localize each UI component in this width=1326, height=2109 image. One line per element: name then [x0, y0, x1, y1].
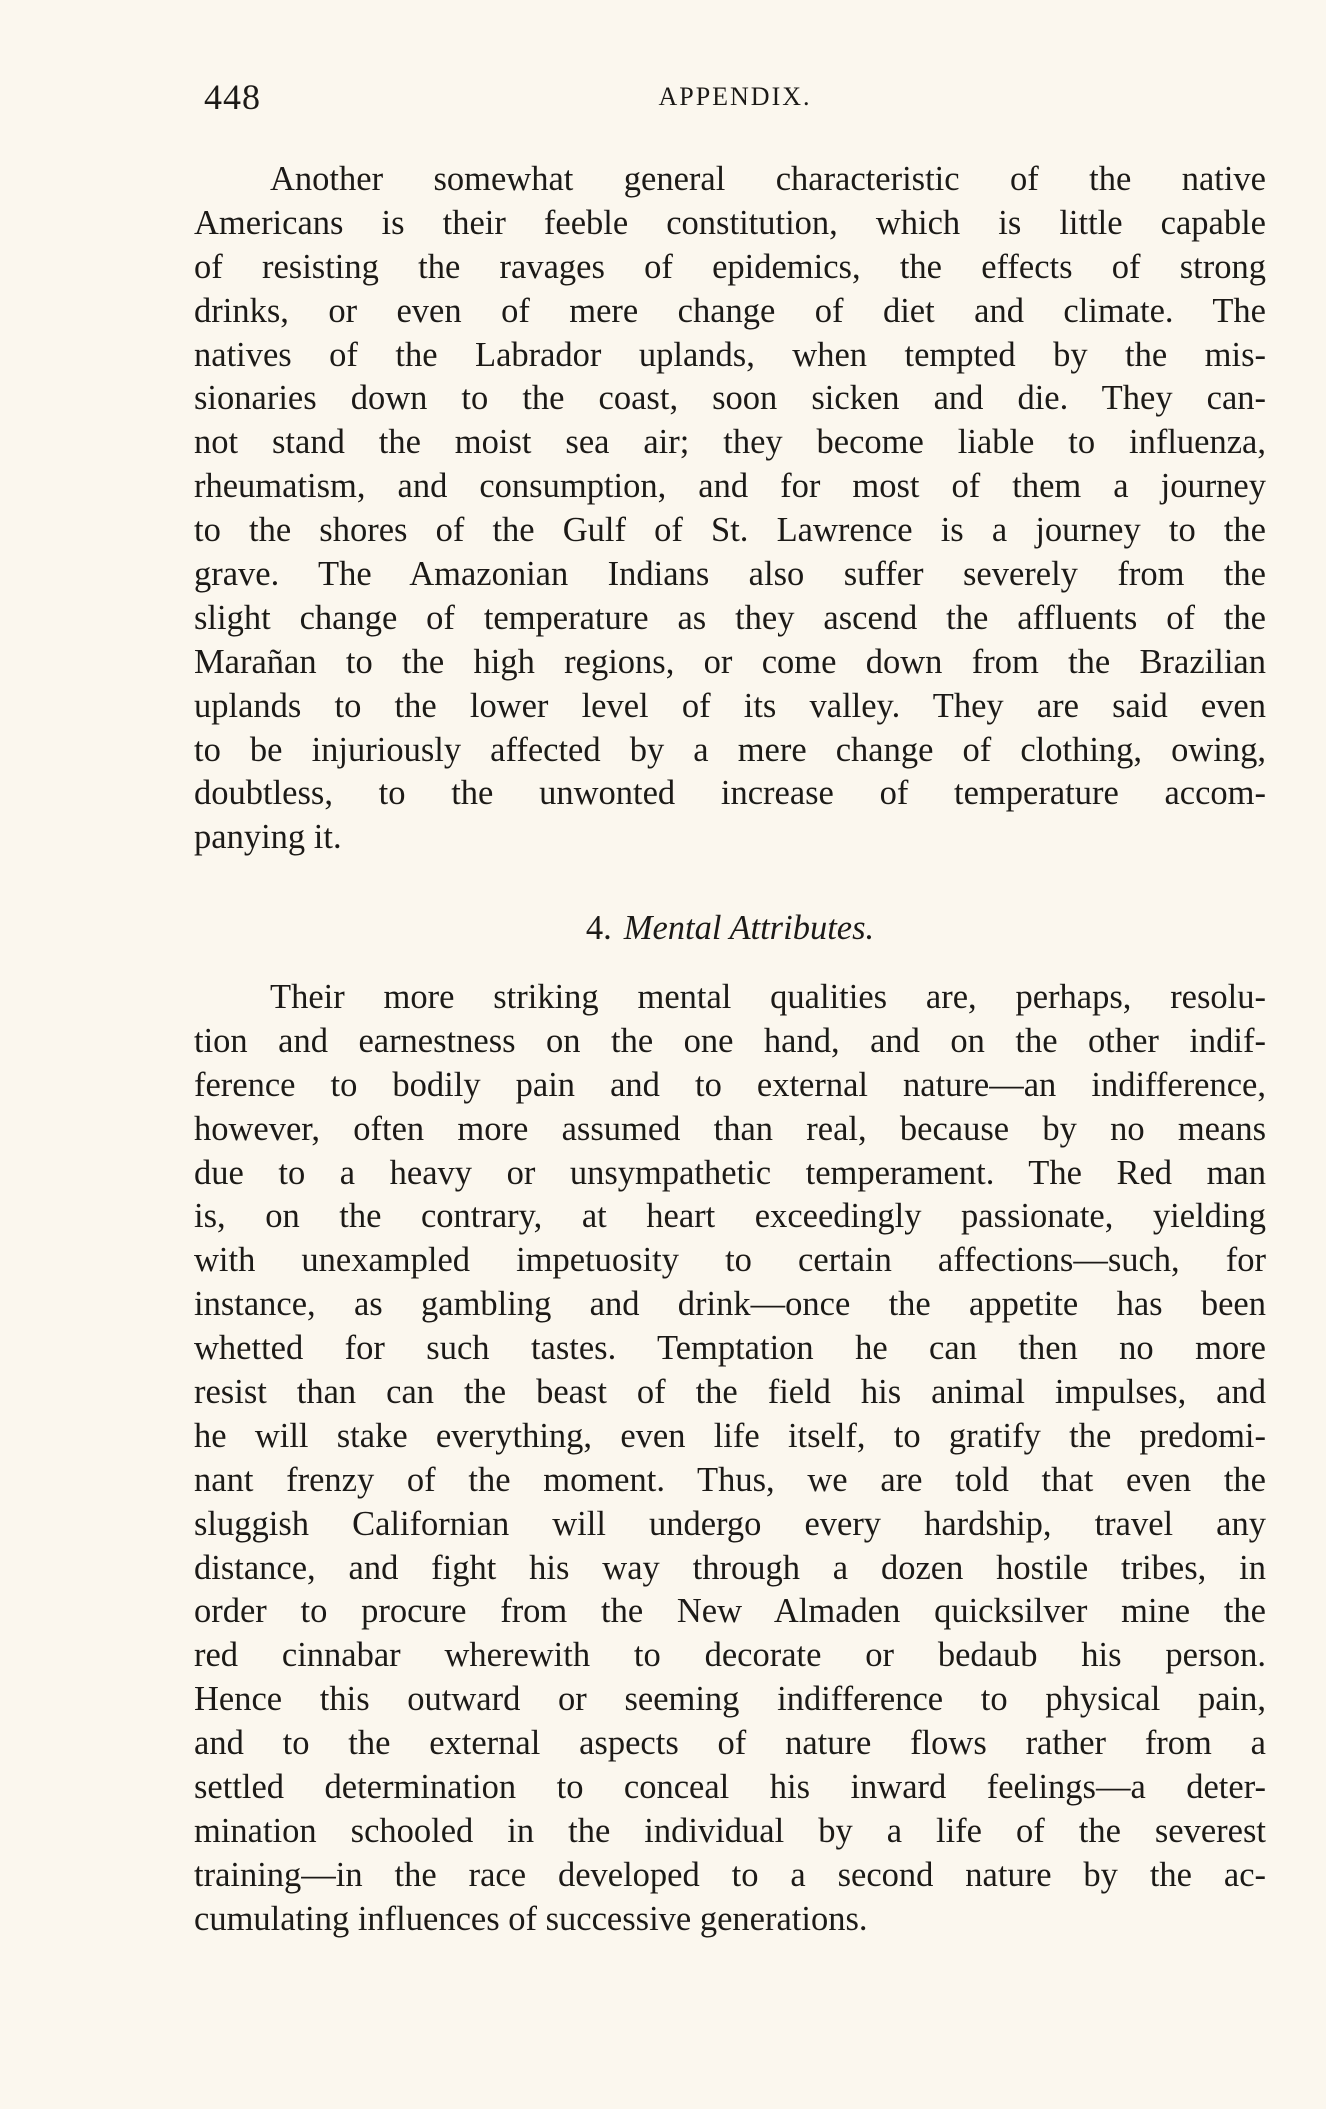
- text-line: drinks, or even of mere change of diet and climate. The: [194, 291, 1266, 330]
- text-line: with unexampled impetuosity to certain affections—such, for: [194, 1241, 1266, 1280]
- text-line: sionaries down to the coast, soon sicken and die. They can-: [194, 379, 1266, 418]
- running-head: APPENDIX.: [658, 82, 812, 111]
- text-line: to the shores of the Gulf of St. Lawrence is a journey to the: [194, 511, 1266, 550]
- text-line: Americans is their feeble constitution, which is little capable: [194, 203, 1266, 242]
- text-line: and to the external aspects of nature flows rather from a: [194, 1724, 1266, 1763]
- text-line: doubtless, to the unwonted increase of temperature accom-: [194, 774, 1266, 813]
- text-line: Hence this outward or seeming indifference to physical pain,: [194, 1680, 1266, 1719]
- text-line: tion and earnestness on the one hand, and on the other indif-: [194, 1021, 1266, 1060]
- text-line: training—in the race developed to a second nature by the ac-: [194, 1855, 1266, 1894]
- text-line: order to procure from the New Almaden quicksilver mine the: [194, 1592, 1266, 1631]
- section-title: Mental Attributes.: [623, 909, 875, 947]
- page-header: [204, 76, 1266, 120]
- text-line: is, on the contrary, at heart exceedingly passionate, yielding: [194, 1197, 1266, 1236]
- text-line: mination schooled in the individual by a life of the severest: [194, 1811, 1266, 1850]
- text-line-last: cumulating influences of successive generations.: [194, 1899, 868, 1938]
- text-line: slight change of temperature as they ascend the affluents of the: [194, 598, 1266, 637]
- text-line: he will stake everything, even life itself, to gratify the predomi-: [194, 1416, 1266, 1455]
- text-line: Their more striking mental qualities are, perhaps, resolu-: [270, 978, 1266, 1016]
- text-line: of resisting the ravages of epidemics, the effects of strong: [194, 247, 1266, 286]
- text-line: grave. The Amazonian Indians also suffer severely from the: [194, 555, 1266, 594]
- text-line: Marañan to the high regions, or come down from the Brazilian: [194, 642, 1266, 681]
- text-line: instance, as gambling and drink—once the appetite has been: [194, 1285, 1266, 1324]
- text-line: distance, and fight his way through a dozen hostile tribes, in: [194, 1548, 1266, 1587]
- paragraph-mental-attributes: [194, 976, 1266, 1942]
- text-line: sluggish Californian will undergo every hardship, travel any: [194, 1504, 1266, 1543]
- text-line: not stand the moist sea air; they become liable to influenza,: [194, 423, 1266, 462]
- text-line: uplands to the lower level of its valley. They are said even: [194, 686, 1266, 725]
- text-line: whetted for such tastes. Temptation he can then no more: [194, 1329, 1266, 1368]
- text-line: red cinnabar wherewith to decorate or bedaub his person.: [194, 1636, 1266, 1675]
- text-line: nant frenzy of the moment. Thus, we are told that even the: [194, 1460, 1266, 1499]
- text-line: rheumatism, and consumption, and for most of them a journey: [194, 467, 1266, 506]
- text-line-last: panying it.: [194, 818, 342, 857]
- text-line: natives of the Labrador uplands, when tempted by the mis-: [194, 335, 1266, 374]
- text-line: resist than can the beast of the field his animal impulses, and: [194, 1373, 1266, 1412]
- text-line: Another somewhat general characteristic of the native: [270, 160, 1266, 198]
- text-line: however, often more assumed than real, because by no means: [194, 1109, 1266, 1148]
- section-heading: [194, 906, 1266, 950]
- text-line: settled determination to conceal his inward feelings—a deter-: [194, 1768, 1266, 1807]
- text-line: due to a heavy or unsympathetic temperament. The Red man: [194, 1153, 1266, 1192]
- text-line: to be injuriously affected by a mere change of clothing, owing,: [194, 730, 1266, 769]
- page-number: 448: [204, 77, 261, 117]
- paragraph-physical-constitution: [194, 158, 1266, 860]
- section-number: 4.: [585, 909, 612, 947]
- text-line: ference to bodily pain and to external nature—an indifference,: [194, 1065, 1266, 1104]
